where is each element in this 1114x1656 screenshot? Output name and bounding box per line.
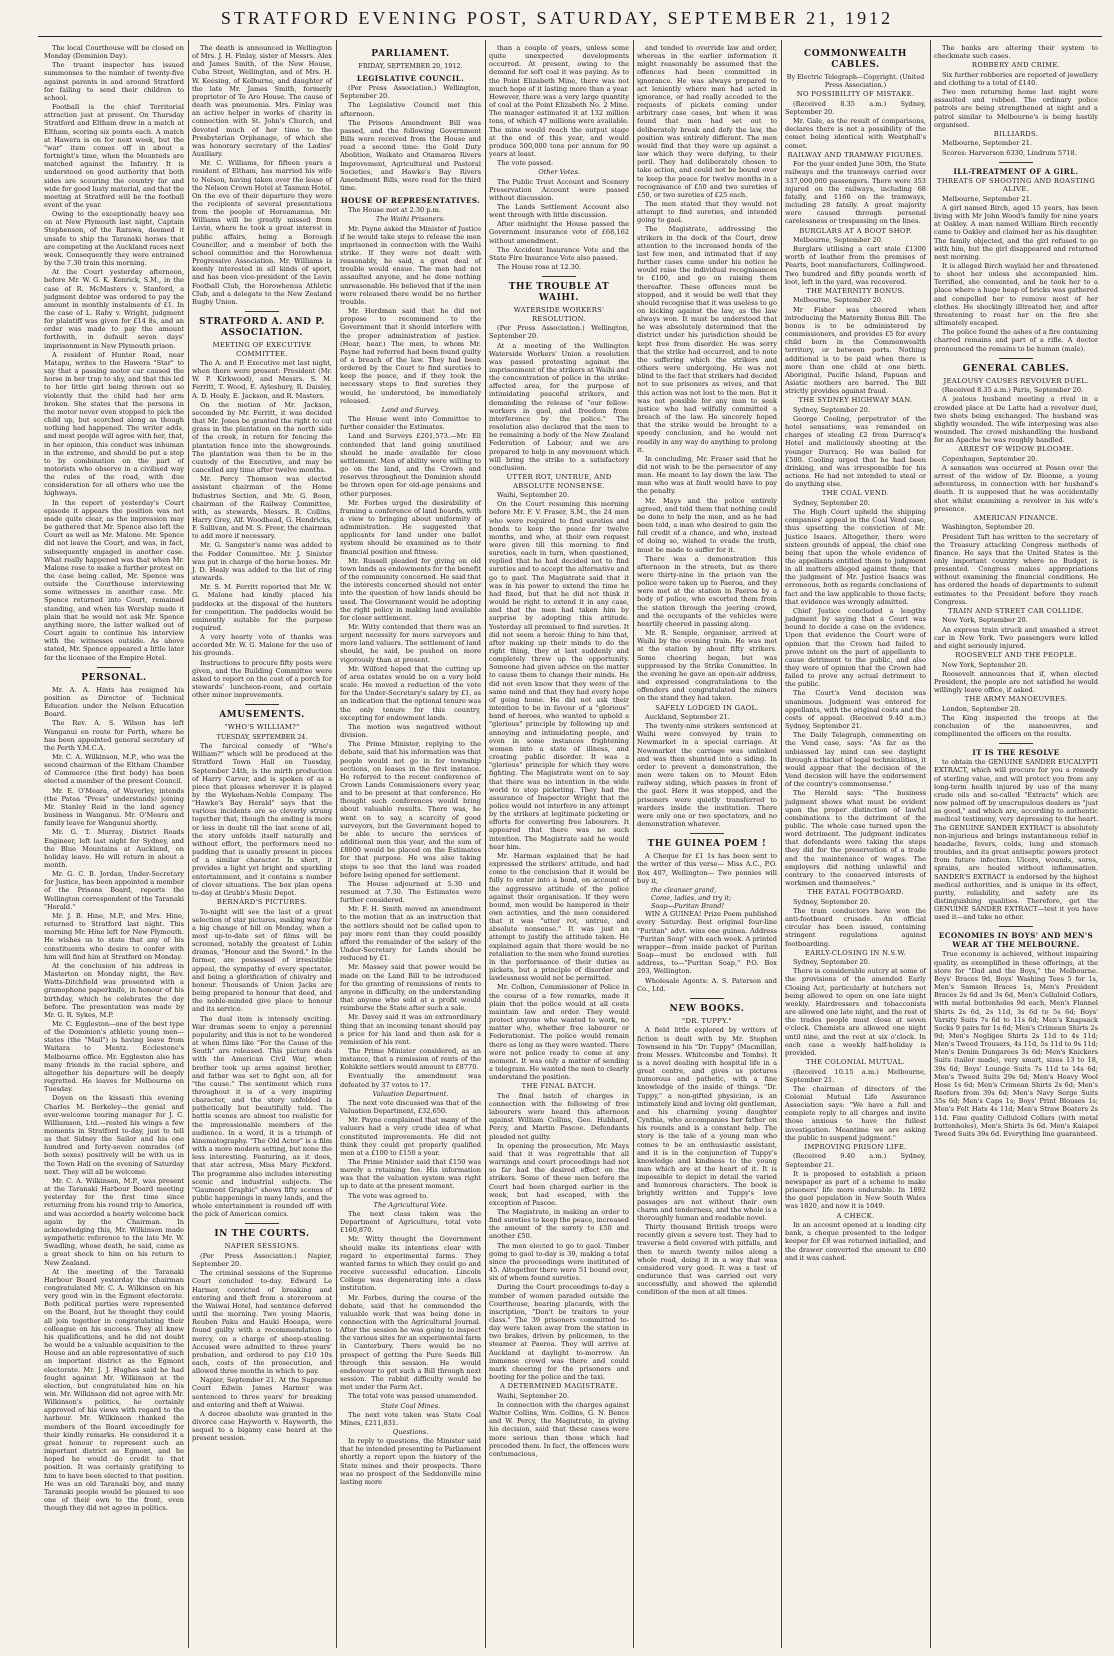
resolve-advert-body [934, 758, 1098, 921]
billiards-heading: BILLIARDS. [993, 129, 1039, 138]
check-heading: A CHECK. [836, 1211, 875, 1220]
paragraph: Mr. G. C. B. Jordan, Under-Secretary for Justice, has been appointed a member of the Prisons Board, reports the Wellington correspondent of the Taranaki "Herald." [44, 870, 184, 911]
paragraph: Melbourne, September 20. [793, 296, 883, 305]
paragraph: (Received 8.35 a.m.) Paris, September 20. [942, 386, 1084, 395]
pictures-heading: BERNARD'S PICTURES. [216, 898, 308, 907]
paragraph: Mr. Witty contended that there was an urgent necessity for more surveyors and more land valuers. The settlement of land should, he said, be pushed on more vigorously than at present. [340, 623, 481, 664]
paragraph: On the Court resuming this morning before Mr. F. V. Fraser, S.M., the 24 men who were required to find sureties and bonds to keep the peace for twelve months, and who, at their own request were given till this morning to find sureties, each in turn, when questioned, replied that he had decided not to find sureties and to accept the alternative and go to gaol. The Magistrate said that it was in his power to extend the time he had fixed, but that he did not think it would be right to extend it in any case, and that the men had taken him by surprise by adopting this attitude. Yesterday all promised to find sureties. It did not seem a heroic thing to him that, after making up their minds to do the right thing, they at last suddenly and completely threw up the opportunity. Someone had given advice on the matter to cause them to change their minds. He did not even know that they were of the same mind and that they had every hope of going home. He did not ask their intention to be in favour of a "glorious" band of heroes, who wanted to uphold a "glorious" principle by following up and annoying and intimidating people, and even in some instances frightening women into a state of illness, and creating public disorder. It was a "glorious" principle for which they were fighting. The Magistrate went on to say that there was no intention in the wide world to stop picketing. They had the assurance of Inspector Wright that the police would not interfere in any attempt by the strikers at legitimate picketing or efforts for converting free labourers. It appeared that there was no such intention. The Magistrate said he would hear him. [489, 500, 629, 851]
coal-mines-subheading: State Coal Mines. [380, 1401, 441, 1410]
paragraph: The Legislative Council met this afternoon. [340, 101, 481, 118]
paragraph: A girl named Birch, aged 15 years, has been living with Mr John Wood's family for nine years at Oakley. A man named William Birch recently came to Oakley and claimed her as his daughter. The family objected, and the girl refused to go with him, but the girl disappeared and returned next morning. [934, 203, 1098, 261]
paragraph: Mr. C. A. Wilkinson, M.P., was present at the Taranaki Harbour Board meeting yesterday for the first time since returning from his round trip to America, and was accorded a hearty welcome back again by the Chairman. In acknowledging this, Mr. Wilkinson made sympathetic reference to the late Mr. W. Swadling, whose death, he said, came as a great shock to him on his return to New Zealand. [44, 1176, 184, 1267]
prison-life-body [785, 1152, 926, 1210]
gaol-heading: SAFELY LODGED IN GAOL. [655, 703, 759, 712]
paragraph: The dual item is intensely exciting. War dramas seem to enjoy a perennial popularity, and this is not to be wondered at when films like "For the Cause of the South" are released. This picture deals with the American Civil War, when brother took up arms against brother, and father was set to fight son, all for "the cause." The sentiment which runs throughout it is of a very inspiring character, and the story unfolded is pathetically but beautifully told. The battle scenes are almost too realistic for the impressionable members of the audience. In a word, it is a triumph of kinematography. "The Old Actor" is a film with a more modern setting, but none the less interesting. Featuring, as it does, that star actress, Miss Mary Pickford. The programme also includes interesting scenic and industrial subjects. The "Gaumont Graphic" shows fifty scenes of public happenings in many lands, and the whole entertainment is rounded off with the pick of American comics. [192, 1014, 332, 1219]
separator-rule [999, 162, 1033, 163]
column-1 [40, 42, 188, 1642]
coal-mines-body [340, 1411, 481, 1427]
other-votes-body [489, 178, 629, 272]
paragraph: Land and Surveys £201,573.—Mr. Ell contended that land going unutilised should be made available for close settlement. Men of ability were willing to go on the land, and the Crown and reserves throughout the Dominion should be thrown open for old-age pensions and other purposes. [340, 432, 481, 498]
paragraph: Copenhagen, September 20. [942, 454, 1038, 463]
paragraph: Mr. Forbes, during the course of the debate, said that he commended the valuable work that was being done in connection with the Agricultural Journal. After the session he was going to inspect the various sites for an experimental farm in Canterbury. There would be no prospect of getting the Pure Seeds Bill through this session. He would endeavour to get such a Bill through next session. The rabbit difficulty would be met under the Farm Act. [340, 1293, 481, 1392]
valuation-body [340, 1099, 481, 1200]
paragraph: Mr. Mays and the police entirely agreed, and told them that nothing could be done to help the men, and as he had been told, a man who desired to gain the full credit of a chance, and who, instead of doing so, wished to evade the truth, must be made to suffer for it. [637, 496, 777, 554]
paragraph: On the motion of Mr. Jackson, seconded by Mr. Ferritt, it was decided that Mr. Jones be granted the right to cut grass in the plantation on the north side of the creek, in return for fencing the plantation fence into the showgrounds. The plantation was then to be in the custody of the Executive, and may be cancelled any time after twelve months. [192, 400, 332, 475]
paragraph: A field little explored by writers of fiction is dealt with by Mr. Stephen Townsend in his "Dr. Tuppy" (Macmillan, from Messrs. Whitcombe and Tombs). It is a novel dealing with hospital life in a great centre, and gives us pictures humorous and pathetic, with a fine knowledge of the inside of things. "Dr. Tuppy," a non-gifted physician, is an intimately kind and loving old gentleman, and his charming young daughter Cynthia, who accompanies her father on his rounds and is a constant help. The story is the tale of a young man who comes to be an enthusiastic assistant, and it is in the conjunction of Tuppy's knowledge and kindness to the young man which are at the heart of it. It is impossible to depict in detail the varied and humorous characters. The book is brightly written and Tuppy's love passages are not without their own charm and tenderness, and the whole is a thoroughly human and readable novel. [637, 1026, 777, 1222]
separator-rule [542, 276, 576, 277]
newspaper-title: STRATFORD EVENING POST, SATURDAY, SEPTEMBER 21, 1912 [220, 8, 894, 28]
utter-rot-heading: UTTER ROT, UNTRUE, AND ABSOLUTE NONSENSE. [506, 473, 612, 490]
train-heading: TRAIN AND STREET CAR COLLIDE. [948, 606, 1084, 615]
paragraph: than a couple of years, unless some quite unexpected developments occurred. At present, owing to the demand for soft coal it was paying. As to the Point Elizabeth Mine, there was not much hope of it lasting more than a year. However, there was a very large quantity of coal at the Point Elizabeth No. 2 Mine. The manager estimated it at 132 million tons, of which 47 millions were available. The mine would reach the output stage at the end of this year, and would produce 500,000 tons per annum for 90 years at least. [489, 44, 629, 159]
paragraph: For the year ended June 30th, the State railways and the tramways carried over 337,000,000 passengers. There were 353 injured on the railways, including 68 fatally, and 1166 on the tramways, including 28 fatally. A great majority were caused through personal carelessness or trespassing on the lines. [785, 160, 926, 226]
paragraph: Instructions to procure fifty posts were given, and the Building Committee were asked to report on the cost of a porch for stewards' luncheon-room, and certain other minor improvements. [192, 658, 332, 700]
finance-heading: AMERICAN FINANCE. [973, 513, 1059, 522]
paragraph: Mr. Wilford hoped that the cutting up of area estates would be on a very bold scale. He moved a reduction of the vote for the Under-Secretary's salary by £1, as an indication that the optional tenure was the only tenure for this country, excepting for endowment lands. [340, 664, 481, 722]
legislative-council-body [340, 84, 481, 192]
paragraph: (Received 9.40 a.m.) Sydney, September 21. [785, 1152, 926, 1169]
paragraph: In an account opened at a leading city bank, a cheque presented to the ledger keeper for £8 was returned initialled, and the drawer converted the amount to £80 and it was cashed. [785, 1221, 926, 1262]
railway-heading: RAILWAY AND TRAMWAY FIGURES. [787, 150, 924, 159]
local-items [44, 44, 184, 662]
paragraph: Football is the chief Territorial attraction just at present. On Thursday Stratford and Eltham drew in a match at Eltham, scoring six points each. A match at Hawera is on for next week, but the "war" item comes off in about a fortnight's time, when the Mounteds are matched against the Infantry. It is understood on good authority that both sides are scouring the country far and wide for good lusty material, and that the meeting at Stratford will be the football event of the year. [44, 103, 184, 209]
agriculture-subheading: The Agricultural Vote. [373, 1200, 448, 1209]
amusements-heading: AMUSEMENTS. [219, 710, 305, 721]
maternity-body [785, 296, 926, 395]
paragraph: The vote passed. [497, 159, 554, 168]
magistrate-heading: A DETERMINED MAGISTRATE. [500, 1382, 618, 1391]
waihi-prisoners-subheading: The Waihi Prisoners. [375, 215, 446, 224]
paragraph: In concluding, Mr. Fraser said that he did not wish to be the persecutor of any man. He meant to lay down the law. The man who was at fault would have to pay the penalty. [637, 454, 777, 496]
paragraph: The High Court upheld the shipping companies' appeal in the Coal Vend case, thus upsetting the conviction of Mr. Justice Isaacs. Altogether, there were sixteen grounds of appeal, the chief one being that upon the whole evidence of the appellants entitled them to judgment in all matters alleged against them; that the judgment of Mr. Justice Isaacs was erroneous, both as regards conclusions of fact and the law applicable to those facts; that evidence was wrongly admitted. [785, 508, 926, 606]
column-3 [336, 42, 485, 1642]
guinea-poem-heading: THE GUINEA POEM ! [647, 839, 767, 850]
widow-heading: ARREST OF WIDOW BLOOME. [958, 445, 1074, 454]
waihi-trouble-body [489, 324, 629, 472]
waihi-prisoners-body [340, 225, 481, 405]
personal-items [44, 686, 184, 1513]
coal-vend-heading: THE COAL VEND. [821, 489, 890, 498]
amusements-body [192, 742, 332, 897]
new-books-subheading: "DR. TUPPY." [682, 1016, 732, 1025]
column-6 [781, 42, 930, 1642]
paragraph: The chairman of directors of the Colonial Mutual Life Assurance Association says: "We have a full and complete reply to all charges and invite those anxious to have the fullest investigation. Meantime we are asking the public to suspend judgment." [785, 1084, 926, 1142]
paragraph: London, September 20. [942, 704, 1021, 713]
paragraph: WIN A GUINEA! Prize Poem published every Saturday. Best original four-line "Puritan" advt. wins one guinea. Address "Puritan Soap" with each week. A printed wrapper—from inside packet of Puritan Soap—must be enclosed with full address, to—"Puritan Soap," P.O. Box 203, Wellington. [637, 910, 777, 976]
duel-body [934, 386, 1098, 444]
commonwealth-cables-heading: COMMONWEALTH CABLES. [804, 49, 907, 70]
final-batch-heading: THE FINAL BATCH. [521, 1082, 597, 1091]
parliament-date: FRIDAY, SEPTEMBER 20, 1912. [358, 62, 463, 70]
paragraph: The total vote was passed unamended. [348, 1392, 478, 1401]
coal-continued [489, 44, 629, 167]
paragraph: Melbourne, September 21. [942, 194, 1032, 203]
footboard-body [785, 898, 926, 948]
ap-association-heading: STRATFORD A. AND P. ASSOCIATION. [199, 317, 325, 338]
paragraph: George Cooling, perpetrator of the hotel sensations, was remanded on charges of stealing £2 from Durracq's Hotel and maliciously shooting at the younger Durracq. He was bailed for £500. Cooling urged that he had been drinking, and was irresponsible for his actions. He had not intended to steal or do anything else. [785, 414, 926, 489]
paragraph: The Prime Minister, replying to the debate, said that his information was that people would not go in for township sections, on leases in the first instance. He referred to the recent conference of Crown Lands Commissioners every year, and to be present at that conference. He thought such conferences would bring about valuable results. There was, he went on to say, a scarcity of good surveyors, but the Government hoped to be able to secure the services of additional men this year, and the sum of £8000 would be placed on the Estimates for that purpose. He was also taking steps to see that the land was roaded before being opened for settlement. [340, 740, 481, 879]
magistrate-continued [637, 44, 777, 703]
ap-association-subheading: MEETING OF EXECUTIVE COMMITTEE. [212, 341, 312, 358]
paragraph: During the Court proceedings to-day a number of women paraded outside the Courthouse, bearing placards, with the inscription, "Don't be traitors to your class." The 39 prisoners committed to-day were taken away from the station in two brakes, driven by policemen, to the steamer at Paeroa. They will arrive at Auckland at daylight to-morrow. An immense crowd was there and could mark cheering for the prisoners and booting for the police and the taxi. [489, 1283, 629, 1382]
widow-body [934, 455, 1098, 513]
paragraph: At the conclusion of his address in Masterton on Monday night, the Rev. Watts-Ditchfield was presented with a gramophone paperknife, in honour of his birthday, which he celebrates the day before. The presentation was made by Mr. G. R. Sykes, M.P. [44, 961, 184, 1019]
paragraph: The local Courthouse will be closed on Monday (Dominion Day). [44, 44, 184, 61]
paragraph: Six further robberies are reported of jewellery and clothing to a total of £140. [934, 70, 1098, 87]
paragraph: The Public Trust Account and Scenery Preservation Account were passed without discussion. [489, 177, 629, 202]
paragraph: Auckland, September 21. [645, 713, 730, 721]
column-5 [633, 42, 781, 1642]
paragraph: The Rev. A. S. Wilson has left Wanganui en route for Perth, where he has been appointed general secretary of the Perth Y.M.C.A. [44, 719, 184, 752]
paragraph: Eventually the amendment was defeated by 37 votes to 17. [340, 1072, 481, 1089]
final-batch-body [489, 1092, 629, 1381]
paragraph: (Per Press Association.) Napier, September 20. [192, 1251, 332, 1269]
paragraph: The police found the ashes of a fire containing charred remains and part of a rifle. A doctor pronounced the remains to be human (male). [934, 328, 1098, 353]
paragraph: Mr. Herdman said that he did not propose to recommend to the Government that it should interfere with the proper administration of justice. (Hear, hear.) The men, to whom Mr. Payne had referred had been found guilty of a breach of the law. They had been ordered by the Court to find sureties to keep the peace, and if they took the necessary steps to find sureties they would, he understood, be immediately released. [340, 307, 481, 405]
economies-advert-heading: ECONOMIES IN BOYS' AND MEN'S WEAR AT THE MELBOURNE. [938, 931, 1094, 950]
paragraph: The Prime Minister considered, as an instance, that a remission of rents of the Kohikite settlers would amount to £8770. [340, 1046, 481, 1072]
ap-association-body [192, 359, 332, 699]
mistake-heading: NO POSSIBILITY OF MISTAKE. [796, 90, 915, 99]
paragraph: The next vote taken was State Coal Mines, £211,831. [340, 1410, 481, 1427]
magistrate-body [489, 1392, 629, 1458]
paragraph: The A. and P. Executive met last night, when there were present: President (Mr. W. P. Kirkwood), and Messrs. S. M. Ferritt, T. Wood, E. Aylesbury, R. Daisley, A. D. Healy, E. Jackson, and R. Masters. [192, 359, 332, 400]
roosevelt-body [934, 661, 1098, 695]
paragraph: Mr. Witty thought the Government should make its intentions clear with regard to experimental farms. They wanted farms to which they could go and receive successful education. Lincoln College was degenerating into a class institution. [340, 1235, 481, 1293]
courts-subheading: NAPIER SESSIONS. [224, 1242, 300, 1251]
paragraph: Mr. Davey said it was an extraordinary thing that an incoming tenant should pay a price for his land and then ask for a remission of his rent. [340, 1013, 481, 1046]
paragraph: Mr. J. B. Hine, M.P., and Mrs. Hine, returned to Stratford last night. This morning Mr. Hine left for New Plymouth. He wishes us to state that any of his constituents who desire to confer with him will find him at Stratford on Monday. [44, 911, 184, 961]
paragraph: Doyen on the kissasti this evening Charles M. Berkeley—the genial and ever-welcome touring manager for J. C. Williamson, Ltd.—rested his wings a few moments in Stratford to-day, just to tell us that Sidney the Sailor and his one hundred and forty-seven comrades (of both sexes) positively will be with us in the Town Hall on the evening of Saturday next. They will all be welcome. [44, 1094, 184, 1176]
ill-treatment-subheading: THREATS OF SHOOTING AND ROASTING ALIVE. [936, 176, 1096, 194]
paragraph: The next vote discussed was that of the Valuation Department, £32,650. [340, 1098, 481, 1116]
duel-heading: JEALOUSY CAUSES REVOLVER DUEL. [943, 376, 1089, 385]
guinea-poem-verse-line: the cleanser grand, [651, 885, 717, 894]
paragraph: (Received 8.35 a.m.) Sydney, September 20. [785, 99, 926, 116]
land-survey-subheading: Land and Survey. [381, 405, 440, 414]
paragraph: Washington, September 20. [942, 523, 1035, 532]
paragraph: Mr. G. T. Murray, District Roads Engineer, left last night for Sydney, and the Blue Mountains at Auckland, on holiday leave. He will return in about a month. [44, 828, 184, 869]
column-4 [485, 42, 633, 1642]
paragraph: Waihi, September 20. [497, 491, 570, 500]
commonwealth-cables-credit: By Electric Telegraph—Copyright. (United Press Association.) [786, 73, 925, 90]
waihi-trouble-heading: THE TROUBLE AT WAIHI. [508, 282, 610, 304]
paragraph: The vote was agreed to. [348, 1191, 429, 1200]
paragraph: New York, September 20. [942, 660, 1028, 669]
prison-life-heading: IMPROVING PRISON LIFE. [804, 1142, 907, 1151]
paragraph: Sydney, September 20. [793, 958, 870, 967]
separator-rule [245, 704, 279, 705]
paragraph: The men stated that they would not attempt to find sureties, and intended going to gaol. [637, 199, 777, 225]
paragraph: Mr. Harman explained that he had expressed the strikers' attitude, and had come to the conclusion that it would be fully to enter into a bond, on account of the aggressive attitude of the police against their organisation. If they were bound, men would be hampered in their own activities, and the men considered that it was "utter rot, untrue, and absolute nonsense." It was just an attempt to justify the attitude taken. He explained again that there would be no retaliation to the men who found sureties in the performance of their duties as pickets, but a principle of disorder and lawlessness would not be permitted. [489, 851, 629, 983]
army-heading: THE ARMY MANOEUVRES. [964, 695, 1068, 704]
guinea-poem-verse-line: Soap—Puritan Brand! [651, 902, 725, 911]
army-body [934, 705, 1098, 739]
paragraph: The death is announced in Wellington of Mrs. J. H. Finlay, sister of Messrs. Alex and James Smith, of the New House, Cuba Street, Wellington, and of Mrs. H. W. Keesing, of Kelburne, and daughter of the late Mr. James Smith, formerly proprietor of Te Aro House. The cause of death was pneumonia. Mrs. Finlay was an active helper in works of charity in connection with St. John's Church, and devoted much of her time to the Presbyterian Orphanage, of which she was honorary secretary of the Ladies' Auxiliary. [192, 44, 332, 159]
agriculture-body [340, 1210, 481, 1401]
paragraph: Two men returning home last night were assaulted and robbed. The ordinary police patrols are being strengthened at night and a patrol similar to Melbourne's is being hastily organised. [934, 88, 1098, 129]
highway-heading: THE SYDNEY HIGHWAY MAN. [798, 396, 913, 405]
paragraph: (Received 10.15 a.m.) Melbourne, September 21. [785, 1067, 926, 1084]
paragraph: There was a demonstration this afternoon in the streets, but as there were thirty-nine in the prison van the police were taken up to Paeroa, and they were met at the station in Paeroa by a body of police, who escorted them from the station through the jeering crowd, and the occupants of the vehicles were heartily cheered in passing along. [637, 554, 777, 628]
burglars-heading: BURGLARS AT A BOOT SHOP. [799, 226, 912, 235]
paragraph: The House met at 2.30 p.m. [348, 206, 442, 215]
separator-rule [97, 667, 131, 668]
house-body [340, 206, 481, 214]
paragraph: Roosevelt announces that if, when elected President, the people are not satisfied he would willingly leave office, if asked. [934, 669, 1098, 695]
check-continued [934, 44, 1098, 60]
paragraph: The Prime Minister said that £150 was merely a retaining fee. His information was that the valuation system was right up to date at the present moment. [340, 1158, 481, 1191]
paragraph: New York, September 20. [942, 616, 1028, 625]
paragraph: Waihi, September 20. [497, 1391, 570, 1400]
paragraph: Mr. Payne asked the Minister of Justice if he would take steps to release the men imprisoned in connection with the Waihi strike. If they were not dealt with reasonably, he said, a great deal of trouble would ensue. The men had not assaulted anyone, and he done nothing unreasonable. He believed that if the men were released there would be no further trouble. [340, 224, 481, 306]
paragraph: Mr. Colbon, Commissioner of Police in the course of a few remarks, made it plain that the police would at all costs maintain law and order. They would protect anyone who wanted to work, no matter who, whether free labourer or Federationist. The police would remain there as long as they were wanted. There were not police ready to come at any moment. It was only a matter of sending a telegram. He wanted the men to clearly understand the position. [489, 983, 629, 1082]
ill-treatment-body [934, 195, 1098, 353]
check-body [785, 1221, 926, 1262]
paragraph: Mr. Massey said that power would be made on the Land Bill to be introduced for the granting of remissions of rents to anyone in difficulty, on the understanding that anyone who sold at a profit would reimburse the State after such a sale. [340, 963, 481, 1013]
new-books-body [637, 1026, 777, 1296]
masthead-rule [38, 36, 1102, 37]
paragraph: At the Court yesterday afternoon, before Mr. W. G. K. Kenrick, S.M., in the case of R. McMasters v. Stanford, a judgment debtor was ordered to pay the amount in monthly instalments of £1. In the case of L. Raby v. Wright, judgment for plaintiff was given for £14 8s, and an order was made to pay the amount forthwith, in default seven days' imprisonment in New Plymouth prison. [44, 268, 184, 350]
paragraph: (Per Press Association.) Wellington, September 20. [340, 84, 481, 101]
maternity-heading: THE MATERNITY BONUS. [806, 286, 905, 295]
paragraph: The House went into Committee to further consider the Estimates. [340, 415, 481, 432]
railway-body [785, 160, 926, 225]
paragraph: Owing to the exceptionally heavy sea on at New Plymouth last night, Captain Stephenson, of the Rarawa, deemed it unsafe to ship the Taranaki horses that are competing at the Auckland races next week. Consequently they were entrained by the 7.30 train this morning. [44, 210, 184, 268]
paragraph: Mr. A. A. Hints has resigned his position as Director of Technical Education under the Nelson Education Board. [44, 685, 184, 719]
paragraph: To-night will see the last of a great selection of star pictures, making way for a big change of bill on Monday, when a most up-to-date set of films will be screened, notably the greatest of Lubin dramas, "Honour and the Sword." In the former, are possessed of irresistible appeal, the sympathy of every spectator, and being a glorification of chivalry and honour. Thousands of Union Jacks are being prepared to honour that deed, and the noble-minded give place to honour and its service. [192, 907, 332, 1014]
colonial-mutual-body [785, 1068, 926, 1142]
paragraph: A sensation was occurred at Posen over the arrest of the widow of Dr. Bloome, a young adventuress, in connection with her husband's death. It is supposed that he was accidentally shot whilst examining a revolver in his wife's presence. [934, 463, 1098, 513]
paragraph: The House adjourned at 5.30 and resumed at 7.30. The Estimates were further considered. [340, 879, 481, 905]
early-closing-heading: EARLY-CLOSING IN N.S.W. [804, 948, 907, 957]
paragraph: The banks are altering their system to checkmate such cases. [934, 44, 1098, 61]
questions-subheading: Questions. [392, 1428, 429, 1436]
paragraph: Wholesale Agents: A. S. Paterson and Co., Ltd. [637, 976, 777, 993]
paragraph: The final batch of charges in connection with the following of free labourers were heard this afternoon against William Collins, Geo. Hubbard, Percy, and Martin Pascoe. Defendants pleaded not guilty. [489, 1091, 629, 1141]
paragraph: Mr. E. O'Meara, of Waverley, intends (the Patea "Press" understands) joining Mr. Stanley Reid in the land agency business in Wanganui. Mr. O'Meara and family leave for Wanganui shortly. [44, 786, 184, 828]
paragraph: At a meeting of the Wellington Waterside Workers' Union a resolution was passed protesting against the imprisonment of the strikers at Waihi and the concentration of police in the strike-affected area, for the purpose of intimidating peaceful strikers, and demanding the release of "our fellow-workers in gaol, and freedom from interference by the police." The resolution also declared that the men to be remaining a body of the New Zealand Federation of Labour, and we are prepared to help in any movement which will bring the strike to a satisfactory conclusion. [489, 341, 629, 472]
paragraph: In connection with the charges against Walter Collins, Wm. Collins, G. N. Bence and W. Percy, the Magistrate, in giving his decision, said that these cases were more serious than those which had preceded them. In fact, the offences were contumacious, [489, 1400, 629, 1458]
paragraph: In reply to questions, the Minister said that he intended presenting to Parliament shortly a report upon the history of the State mines and their prospects. There was no prospect of the Seddonville mine lasting more [340, 1437, 481, 1486]
footboard-heading: THE FATAL FOOTBOARD. [807, 888, 904, 897]
paragraph: The criminal sessions of the Supreme Court concluded to-day. Edward Le Harmer, convicted of breaking and entering and theft from a storeroom at the Waiwai Hotel, had sentence deferred until the morning. Two young Maoris, Reuben Paku and Hauki Hoeapa, were found guilty with a recommendation to mercy, on a charge of sheep-stealing. Accused were admitted to three years' probation, and ordered to pay £10 10s each, costs of the prosecution, and allowed three months in which to pay. [192, 1269, 332, 1376]
separator-rule [999, 358, 1033, 359]
paragraph: Mr. Percy Thomson was elected assistant chairman of the Home Industries Section, and Mr. G. Boon, chairman of the Railway Committee, with, as stewards, Messrs. R. Collins, Harry Grey, Alf. Woodhead, G. Hendricks, F. Sullivan, and M. S. Freer, the chairman to add more if necessary. [192, 475, 332, 541]
paragraph: The men elected to go to gaol. Timber going to gaol to-day is 39, making a total since the proceedings were instituted of 45. Altogether there were 51 bound over, six of whom found sureties. [489, 1241, 629, 1283]
paragraph: Mr. Russell pleaded for giving on old town lands as endowments for the benefit of the community concerned. He said that the interests concerned should not enter into the question of how lands should be used. The Government would be adopting the right policy in making land available for closer settlement. [340, 556, 481, 622]
paragraph: Sydney, September 20. [793, 897, 870, 906]
paragraph: In the report of yesterday's Court episode it appears the position was not made quite clear, as the impression may be gathered that Mr. Spence also left the Court as well as Mr. Malone. Mr. Spence did not leave the Court, and was, in fact, subsequently engaged in another case. What really happened was that when Mr. Malone rose to make a further protest on the case being called, Mr. Spence was outside the Courthouse interviewing some witnesses in another case. Mr. Spence returned into Court, remained standing, and when his Worship made it plain that he would not ask Mr. Spence anything more, the latter walked out of Court again to continue his interview with the witnesses outside. As above stated, Mr. Spence appeared a little later for the licensee of the Empire Hotel. [44, 498, 184, 662]
courts-body [192, 1252, 332, 1443]
paragraph: (Per Press Association.) Wellington, September 20. [489, 324, 629, 341]
paragraph: The Prisons Amendment Bill was passed, and the following Government Bills were received from the House and read a second time: the Gold Duty Abolition, Waikato and Otamaroa Rivers Improvement, Agricultural and Pastoral Societies, and Hawke's Bay Rivers Amendment Bills, were read for the third time. [340, 118, 481, 193]
obituary-items [192, 44, 332, 306]
separator-rule [690, 833, 724, 834]
paragraph: Mr. C. Williams, for fifteen years a resident of Eltham, has married his wife to Nelson, having taken over the lease of the Nelson Crown Hotel at Tasman Hotel. On the eve of their departure they were the recipients of several presentations from the people of Horoamanua. Mr. Williams will be greatly missed from Levin, where he took a great interest in public affairs, being a Borough Councillor, and a member of both the school committee and the Horowhenua Progressive Association. Mr. Williams is keenly interested in all kinds of sport, and has been vice-president of the Levin Football Club, the Horowhenua Athletic Club, and a delegate to the New Zealand Rugby Union. [192, 159, 332, 306]
separator-rule [245, 1223, 279, 1224]
paragraph: It is alleged Birch waylaid her and threatened to shoot her unless she accompanied him. Terrified, she consented, and he took her to a place where a huge heap of bricks was gathered and compelled her to remove most of her clothes. He shockingly illtreated her, and after threatening to roast her on the fire she ultimately escaped. [934, 261, 1098, 328]
guinea-poem-body [637, 910, 777, 993]
paragraph: Mr. S. M. Ferritt reported that Mr. W. G. Malone had kindly placed his paddocks at the disposal of the hunters for competition. The paddocks would be eminently suitable for the purpose required. [192, 583, 332, 632]
resolve-advert-heading: IT IS THE RESOLVE [972, 748, 1060, 758]
paragraph: Mr Fisher was cheered when introducing the Maternity Bonus Bill. The bonus is to be administered by commissioners, and provides £5 for every child born in the Commonwealth territory, or between ports. Nothing additional is to be paid when there is more than one child at one birth. Aboriginal, Pacific Island, Papuan and Asiatic mothers are barred. The Bill strictly provides against fraud. [785, 305, 926, 396]
paragraph: Burglars utilising a cart stole £1300 worth of leather from the premises of Pearts, boot manufacturers, Collingwood. Two hundred and fifty pounds worth of loot, left in the yard, was recovered. [785, 245, 926, 286]
paragraph: The truant inspector has issued summonses to the number of twenty-five against parents in and around Stratford for failing to send their children to school. [44, 61, 184, 102]
legislative-council-heading: LEGISLATIVE COUNCIL. [356, 74, 465, 84]
robbery-body [934, 71, 1098, 129]
paragraph: Melbourne, September 21. [942, 139, 1032, 148]
paragraph: In opening the prosecution, Mr. Mays said that it was regrettable that all warnings and court proceedings had not so far had the desired effect on the strikers. Some of these men before the Court had been charged earlier in the week, but had escaped, with the exception of Pascoe. [489, 1141, 629, 1207]
paragraph: Sydney, September 20. [793, 405, 870, 414]
utter-rot-body [489, 491, 629, 1081]
colonial-mutual-heading: THE COLONIAL MUTUAL. [806, 1058, 905, 1067]
questions-body [340, 1437, 481, 1486]
paragraph: Mr. F. H. Smith moved an amendment to the motion that as an instruction that the settlers should not be called upon to pay more rent than they could possibly afford the remainder of the salary of the Under-Secretary for Lands should be reduced by £1. [340, 905, 481, 963]
paragraph: President Taft has written to the secretary of the Treasury attacking Congress methods of finance. He says that the United States is the only important country where no Budget is presented. Congress makes appropriations without examining the financial conditions. He has ordered the heads of departments to submit estimates to the President before they reach Congress. [934, 532, 1098, 606]
paragraph: The Lands Settlement Account also went through with little discussion. [489, 202, 629, 220]
roosevelt-heading: ROOSEVELT AND THE PEOPLE. [955, 651, 1077, 660]
separator-rule [999, 743, 1033, 744]
column-7 [930, 42, 1102, 1642]
pictures-body [192, 908, 332, 1219]
paragraph: to obtain the GENUINE SANDER EUCALYPTI EXTRACT, which will procure for you a remedy of sterling value, and will protect you from any long-term health injured by use of the many crude oils and so-called "Extracts" which are now palmed off by unscrupulous dealers as "just as good," and which are, according to authentic medical testimony, very depressing to the heart. The GENUINE SANDER EXTRACT is absolutely non-injurious and brings instantaneous relief in headache, fevers, colds, lung and stomach troubles, and its great antiseptic powers protect from future infection. Ulcers, wounds, sores, sprains, are healed without inflammation. SANDER'S EXTRACT is endorsed by the highest medical authorities, and is unique in its effect, purity, reliability, and safety are its distinguishing qualities. Therefore, get the GENUINE SANDER EXTRACT—test it you have used it—and take no other. [934, 758, 1098, 922]
paragraph: Mr. Payne complained that many of the valuers had a very crude idea of what constituted improvements. He did not think they could get properly qualified men at a £100 to £150 a year. [340, 1116, 481, 1157]
paragraph: The next class taken was the Department of Agriculture, total vote £160,870. [340, 1209, 481, 1235]
other-votes-subheading: Other Votes. [538, 168, 580, 177]
paragraph: Mr. Gale, as the result of comparisons, declares there is not a possibility of the comet being identical with Westphall's comet. [785, 117, 926, 150]
courts-heading: IN THE COURTS. [214, 1229, 310, 1240]
new-books-heading: NEW BOOKS. [669, 1003, 745, 1014]
general-cables-heading: GENERAL CABLES. [962, 363, 1070, 374]
separator-rule [690, 998, 724, 999]
paragraph: The Herald says: "The business judgment shows what must be evident upon the proper distinction of lawful combinations to the detriment of the public. The whole case turned upon the word detriment. The judgment indicates that defendants were taking the steps they did for the preservation of a trade and the maintenance of wages. The employers did nothing unlawful and contrary to the conserved interests of workmen and themselves." [785, 789, 926, 888]
finance-body [934, 523, 1098, 606]
paragraph: The Accident Insurance Vote and the State Fire Insurance Vote also passed. [489, 245, 629, 262]
paragraph: Chief Justice concluded a lengthy judgment by saying that a Court was bound to decide a case on the evidence. Upon that evidence the Court were of opinion that the Crown had failed to prove intent on the part of appellants to cause detriment to the public, and also they were of opinion that the Crown had failed to prove any actual detriment to the public. [785, 606, 926, 689]
paragraph: Thirty thousand British troops were recently given a severe test. They had to traverse a field covered with pitfalls, and then to march twenty miles along a whole road, doing it in a way that was considered very good. It was a test of endurance that was carried out very successfully, and showed the splendid condition of the men at all times. [637, 1223, 777, 1297]
paragraph: Mr. C. A. Wilkinson, M.P., who was the second chairman of the Eltham Chamber of Commerce (the first body) has been elected a member of the present Council. [44, 752, 184, 786]
train-body [934, 616, 1098, 650]
paragraph: A resident of Hunter Road, near Matapu, writes to the Hawera "Star" to say that a passing motor car caused the horse in her trap to shy, and that this led to her little girl being thrown out so violently that the child had her arm broken. She states that the persons in the motor never even stopped to pick the child up, but scorched along as though nothing had happened. The writer adds, and most people will agree with her, that, in her opinion, this conduct was inhuman in the extreme, and should be put a stop to by combination on the part of motorists who observe in a civilised way the rules of the road, with due consideration for all others who use the highways. [44, 350, 184, 498]
amusements-subheading: "WHO'S WILLIAM?" [224, 723, 300, 732]
early-closing-body [785, 958, 926, 1057]
burglars-body [785, 236, 926, 286]
paragraph: A very hearty vote of thanks was accorded Mr. W. G. Malone for the use of his grounds. [192, 633, 332, 658]
paragraph: The Daily Telegraph, commenting on the Vend case, says: "As far as the unbiassed lay mind can see daylight through a thicket of legal technicalities, it would appear that the decision of the Vend decision will have the endorsement of the country's commonsense." [785, 731, 926, 789]
paragraph: The Magistrate, addressing the strikers in the dock of the Court, drew attention to the increased bonds of the last few men, and intimated that if any further cases came under his notice he would raise the individual recognisances to £100, and go on raising them thereafter. These offences must be stopped, and it would be well that they should recognise that it was useless to go on kicking against the law, as the law always won. It must be understood that he was absolutely determined that the district under his jurisdiction should be kept free from disorder. He was sorry that the strike had occurred, and to note the suffering which the strikers and others were undergoing. He was not blind to the fact that strikers had decided not to sue prisoners as wives, and that this action was not lost to the men. But it was not possible for any man to seek justice who had wilfully committed a breach of the law. He sincerely hoped that the strike would be brought to a speedy conclusion, and he would not readily in any way do anything to prolong it. [637, 225, 777, 454]
coal-vend-body [785, 499, 926, 887]
paragraph: Mr. G. Sangster's name was added to the Fodder Committee. Mr. J. Sinister was put in charge of the horse boxes. Mr. J. D. Healy was added to the list of ring stewards. [192, 541, 332, 583]
billiards-body [934, 139, 1098, 156]
amusements-date: TUESDAY, SEPTEMBER 24. [216, 732, 308, 741]
paragraph: There is considerable outcry at some of the provisions of the amended Early Closing Act, particularly at butchers not being allowed to open on one late night weekly. Hairdressers and tobacconists are allowed one late night, and the rest of the trades people must close at seven o'clock. Chemists are allowed one night until nine, and the rest at six o'clock. In each case a weekly half-holiday is provided. [785, 967, 926, 1057]
personal-heading: PERSONAL. [81, 672, 147, 683]
paragraph: The tram conductors have won the anti-footboard crusade. An official circular has been issued, containing stringent regulations against footboarding. [785, 906, 926, 948]
economies-advert-body [934, 950, 1098, 1138]
paragraph: It is proposed to establish a prison newspaper as part of a scheme to make prisoners' life more endurable. In 1892 the gaol population in New South Wales was 1820, and now it is 1049. [785, 1169, 926, 1211]
paragraph: Melbourne, September 20. [793, 236, 883, 244]
paragraph: The King inspected the troops at the conclusion of the manoeuvres, and complimented the officers on the results. [934, 713, 1098, 739]
paragraph: Mr. R. Semple, organiser, arrived at Waihi by the evening train. He was met at the station by about fifty strikers. Some cheering began, but was suppressed by the Strike Committee. In the evening he gave an open-air address, and expressed congratulations to the offenders and congratulated the miners on the stand they had taken. [637, 629, 777, 703]
ill-treatment-heading: ILL-TREATMENT OF A GIRL. [953, 166, 1079, 176]
paragraph: At the meeting of the Taranaki Harbour Board yesterday the chairman congratulated Mr. C. A. Wilkinson on his very good win in the Egmont electorate. Both political parties were represented on the Board, but he thought they could all join together in congratulating their colleague on his success. They all knew his qualifications, and he did not doubt he would be a valuable acquisition to the House and an able representative of such an important district as the Egmont electorate. Mr. J. J. Hughes said he had fought against Mr. Wilkinson at the election, but congratulated him on his win. Mr. Wilkinson did not agree with Mr. Wilkinson's politics, he certainly approved of his views with regard to the harbour. Mr. Wilkinson thanked the members of the Board exceedingly for their kindly remarks. He considered it a great honour to represent such an important district as Egmont, and he hoped he would do credit to that position. It was certainly gratifying to him to have been elected to that position. He was an old Taranaki boy, and many Taranaki people would be pleased to see one of their own to the front, even though they did not agree in politics. [44, 1267, 184, 1513]
paragraph: The twenty-nine strikers sentenced at Waihi were conveyed by train to Newmarket in a special carriage. At Newmarket the carriage was unlinked and was then shunted into a siding. In order to prevent a demonstration, the men were taken on to Mount Eden railway siding, which passes in front of the gaol. Here it was stopped, and the prisoners were quietly transferred to warders inside the institution. There were only one or two spectators, and no demonstration whatever. [637, 722, 777, 829]
mistake-body [785, 100, 926, 150]
separator-rule [999, 926, 1033, 927]
valuation-subheading: Valuation Department. [372, 1089, 449, 1098]
paragraph: Mr. Forbes urged the desirability of framing a conference of land boards, with a view to bringing about uniformity of administration. He suggested that applicants for land under one ballot system should be examined as to their financial position and fitness. [340, 498, 481, 556]
guinea-poem-verse-line: Come, ladies, and try it; [651, 893, 732, 902]
paragraph: Mr. C. Eggleston—one of the best type of the Dominion's athletic young men—states (the "Mail") is having leave from Waitara to Mentz. Ecclestone's Melbourne office. Mr. Eggleston also has many friends in the racial sphere, and altogether his departure will be deeply regretted. He leaves for Melbourne on Tuesday. [44, 1019, 184, 1094]
paragraph: The House rose at 12.30. [497, 263, 582, 272]
paragraph: The Magistrate, in making an order to find sureties to keep the peace, increased the amount of the surety to £50 and another £50. [489, 1207, 629, 1241]
paragraph: After midnight the House passed the Government insurance vote of £68,162 without amendment. [489, 220, 629, 245]
guinea-poem-intro: A Cheque for £1 1s has been sent to the writer of this verse— Miss A.C., P.O. Box 407, Wellington— Two pennies will buy it, [637, 852, 777, 885]
paragraph: The farcical comedy of "Who's William?" which will be produced at the Stratford Town Hall on Tuesday, September 24th, is the mirth production of Harry Carver, and is spoken of as a piece that pleases wherever it is played by the Wykeham-Noble Company. The "Hawke's Bay Herald" says that the various incidents are so cleverly strung together that, though the ending is more or less in doubt till the last scene of all, the story unfolds itself naturally and without effort, the performers need no padding that is usually present in pieces of a similar character. In short, it provides a light yet bright and sparkling entertainment, and it contains a number of clever situations. The box plan opens to-day at Grubb's Music Depot. [192, 742, 332, 897]
house-heading: HOUSE OF REPRESENTATIVES. [340, 196, 481, 206]
paragraph: An express train struck and smashed a street car in New York. Two passengers were killed and eight seriously injured. [934, 625, 1098, 650]
paragraph: True economy is achieved, without impairing quality, as exemplified in these offerings, at the store for "Dad and the Boys," the Melbourne. Boys' Braces 9d, Boys' Washing Tees 5 for 1s, Men's Samson Braces 1s, Men's President Braces 2s 6d and 3s 6d, Men's Celluloid Collars, with metal buttonholes 9d each, Men's Flannel Shirts 2s 6d, 2s 11d, 3s 6d to 5s 6d; Boys' Varsity Suits 7s 6d to 11s 6d; Men's Knapsack Socks 9 pairs for 1s 6d; Men's Crimean Shirts 2s 9d; Men's Negligee Shirts 2s 11d to 4s 11d; Men's Tweed Trousers, 4s 11d, 5s 11d to 9s 11d; Men's Denim Dungarees 3s 6d; Men's Knickers Suits (tailor made), very smart, sizes 13 to 18, 39s 6d; Boys' Lounge Suits 7s 11d to 14s 6d; Men's Tweed Suits 29s 6d; Men's Heavy Wool Hose 1s 6d; Men's Crimean Shirts 2s 6d; Men's Reefers from 39s 6d; Men's Navy Serge Suits 35s 6d; Men's Caps 1s; Boys' Print Blouses 1s; Men's Felt Hats 4s 11d; Men's Straw Boaters 2s 11d. Fine quality Celluloid Collars (with metal buttonholes), Men's Shirts 3s 6d. Men's Kaiapoi Tweed Suits 39s 6d. Everything line guaranteed. [934, 950, 1098, 1138]
paragraph: A decree absolute was granted in the divorce case Hayworth v. Hayworth, the sequel to a bigamy case heard at the present session. [192, 1409, 332, 1443]
column-2 [188, 42, 336, 1642]
gaol-body [637, 713, 777, 828]
highway-body [785, 406, 926, 489]
paragraph: Sydney, September 20. [793, 498, 870, 507]
robbery-heading: ROBBERY AND CRIME. [971, 61, 1061, 70]
paragraph: The motion was negatived without division. [340, 722, 481, 740]
paragraph: and tended to override law and order, whereas in the earlier information it might reasonably be assumed that the offences had been committed in ignorance. He was always prepared to act leniently where men had acted in ignorance, or had really acceded to the requests of pickets coming under arbitrary case cases, but when it was found that men had set out to deliberately break and defy the law, the position was entirely different. The men would find that they were up against a law which they were defying, to their peril. They had deliberately chosen to take action, and could not be bound over to keep the peace for twelve months in a recognisance of £50 and two sureties of £50, or two sureties of £25 each. [637, 44, 777, 199]
waihi-trouble-subheading: WATERSIDE WORKERS' RESOLUTION. [513, 306, 605, 323]
parliament-heading: PARLIAMENT. [371, 49, 450, 59]
paragraph: The Court's Vend decision was unanimous. Judgment was entered for appellants, with the original costs and the costs of appeal. (Received 9.40 a.m.) Sydney, September 21. [785, 689, 926, 731]
paragraph: Napier, September 21. At the Supreme Court Edwin James Harmer was sentenced to three years' for breaking and entering and theft at Waiwai. [192, 1376, 332, 1409]
separator-rule [245, 311, 279, 312]
land-survey-body [340, 415, 481, 1089]
paragraph: A jealous husband meeting a rival in a crowded place at De Latte had a revolver duel, two shots being exchanged. The husband was slightly wounded. The wife interposing was also wounded. The crowd mishandling the husband for an Apache he was roughly handled. [934, 395, 1098, 445]
paragraph: Scores: Harverson 6330, Lindrum 5718. [942, 148, 1077, 157]
